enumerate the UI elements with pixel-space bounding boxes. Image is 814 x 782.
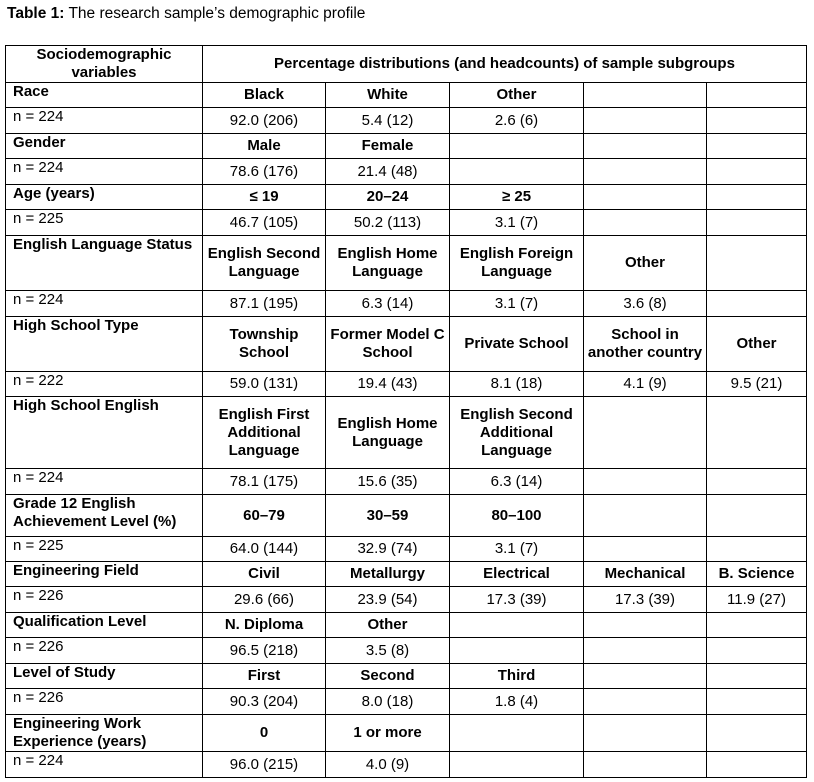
subgroup-header (450, 134, 584, 159)
subgroup-value (450, 159, 584, 185)
subgroup-header (584, 715, 707, 752)
subgroup-header (707, 185, 807, 210)
subgroup-value: 90.3 (204) (203, 689, 326, 715)
subgroup-header: 80–100 (450, 495, 584, 537)
subgroup-header: School in another country (584, 317, 707, 372)
subgroup-header: 0 (203, 715, 326, 752)
variable-value-row (6, 689, 807, 715)
subgroup-header: N. Diploma (203, 613, 326, 638)
subgroup-value (450, 752, 584, 778)
subgroup-header: Second (326, 664, 450, 689)
subgroup-value: 5.4 (12) (326, 108, 450, 134)
subgroup-value: 64.0 (144) (203, 537, 326, 562)
variable-header-row (6, 495, 807, 537)
variable-label: Gender (6, 134, 203, 159)
subgroup-header: Black (203, 83, 326, 108)
subgroup-header: White (326, 83, 450, 108)
sample-size: n = 224 (6, 469, 203, 495)
subgroup-value (584, 210, 707, 236)
subgroup-value: 17.3 (39) (450, 587, 584, 613)
variable-value-row (6, 638, 807, 664)
subgroup-header (584, 185, 707, 210)
variable-value-row (6, 752, 807, 778)
variable-value-row (6, 210, 807, 236)
sample-size: n = 224 (6, 291, 203, 317)
subgroup-value (707, 159, 807, 185)
subgroup-value: 59.0 (131) (203, 372, 326, 397)
subgroup-header: ≤ 19 (203, 185, 326, 210)
subgroup-value (584, 752, 707, 778)
subgroup-value (707, 689, 807, 715)
subgroup-header: Township School (203, 317, 326, 372)
subgroup-value: 50.2 (113) (326, 210, 450, 236)
sample-size: n = 226 (6, 689, 203, 715)
variable-value-row (6, 159, 807, 185)
subgroup-header (707, 664, 807, 689)
subgroup-header (707, 83, 807, 108)
subgroup-value: 4.1 (9) (584, 372, 707, 397)
subgroup-header: Mechanical (584, 562, 707, 587)
variable-header-row (6, 613, 807, 638)
sample-size: n = 224 (6, 108, 203, 134)
variable-value-row (6, 469, 807, 495)
subgroup-header: Private School (450, 317, 584, 372)
variable-value-row (6, 291, 807, 317)
subgroup-value: 3.5 (8) (326, 638, 450, 664)
variable-value-row (6, 587, 807, 613)
subgroup-header: Other (450, 83, 584, 108)
subgroup-value: 92.0 (206) (203, 108, 326, 134)
subgroup-value (584, 638, 707, 664)
variable-label: Level of Study (6, 664, 203, 689)
sample-size: n = 225 (6, 210, 203, 236)
variable-label: Qualification Level (6, 613, 203, 638)
variable-header-row (6, 562, 807, 587)
variable-header-row (6, 236, 807, 291)
variable-header-row (6, 397, 807, 469)
subgroup-value (584, 537, 707, 562)
subgroup-header: Civil (203, 562, 326, 587)
subgroup-value (450, 638, 584, 664)
variable-label: Race (6, 83, 203, 108)
variable-value-row (6, 372, 807, 397)
subgroup-value: 19.4 (43) (326, 372, 450, 397)
subgroup-value: 96.5 (218) (203, 638, 326, 664)
variable-label: Grade 12 English Achievement Level (%) (6, 495, 203, 537)
subgroup-header: Electrical (450, 562, 584, 587)
subgroup-value: 6.3 (14) (326, 291, 450, 317)
subgroup-header: 1 or more (326, 715, 450, 752)
subgroup-value (707, 638, 807, 664)
subgroup-value: 29.6 (66) (203, 587, 326, 613)
subgroup-value (707, 752, 807, 778)
subgroup-header: English First Additional Language (203, 397, 326, 469)
subgroup-header (584, 83, 707, 108)
subgroup-value (584, 469, 707, 495)
subgroup-header: English Home Language (326, 236, 450, 291)
subgroup-value: 87.1 (195) (203, 291, 326, 317)
subgroup-value: 3.6 (8) (584, 291, 707, 317)
variable-value-row (6, 108, 807, 134)
subgroup-header (707, 495, 807, 537)
subgroup-value: 3.1 (7) (450, 210, 584, 236)
subgroup-header (450, 613, 584, 638)
variable-label: Engineering Work Experience (years) (6, 715, 203, 752)
subgroup-value (707, 469, 807, 495)
subgroup-value: 96.0 (215) (203, 752, 326, 778)
subgroup-header: Third (450, 664, 584, 689)
subgroup-value: 9.5 (21) (707, 372, 807, 397)
variable-header-row (6, 664, 807, 689)
sample-size: n = 224 (6, 752, 203, 778)
subgroup-value (707, 210, 807, 236)
variable-label: Age (years) (6, 185, 203, 210)
subgroup-value: 21.4 (48) (326, 159, 450, 185)
subgroup-header: Other (326, 613, 450, 638)
sample-size: n = 222 (6, 372, 203, 397)
variable-header-row (6, 83, 807, 108)
subgroup-value: 4.0 (9) (326, 752, 450, 778)
subgroup-header: 20–24 (326, 185, 450, 210)
sample-size: n = 224 (6, 159, 203, 185)
subgroup-value: 3.1 (7) (450, 537, 584, 562)
variable-header-row (6, 185, 807, 210)
subgroup-value: 11.9 (27) (707, 587, 807, 613)
subgroup-value: 8.1 (18) (450, 372, 584, 397)
subgroup-value (707, 537, 807, 562)
demographic-table (5, 45, 807, 778)
sample-size: n = 226 (6, 587, 203, 613)
subgroup-header: English Second Language (203, 236, 326, 291)
subgroup-header (707, 613, 807, 638)
subgroup-value: 32.9 (74) (326, 537, 450, 562)
subgroup-value: 78.6 (176) (203, 159, 326, 185)
caption-text: The research sample’s demographic profile (64, 5, 366, 22)
subgroup-value: 23.9 (54) (326, 587, 450, 613)
variable-header-row (6, 715, 807, 752)
variable-label: Engineering Field (6, 562, 203, 587)
subgroup-value (584, 689, 707, 715)
subgroup-header (450, 715, 584, 752)
subgroup-value (707, 291, 807, 317)
subgroup-header: Female (326, 134, 450, 159)
subgroup-value: 46.7 (105) (203, 210, 326, 236)
header-variables: Sociodemographic variables (6, 46, 203, 83)
subgroup-header: Male (203, 134, 326, 159)
subgroup-header (584, 664, 707, 689)
subgroup-header (707, 134, 807, 159)
header-distributions: Percentage distributions (and headcounts) of sample subgroups (203, 46, 807, 83)
variable-header-row (6, 317, 807, 372)
subgroup-header: B. Science (707, 562, 807, 587)
subgroup-header: First (203, 664, 326, 689)
caption-label: Table 1: (7, 5, 65, 22)
subgroup-header (584, 134, 707, 159)
subgroup-header: 60–79 (203, 495, 326, 537)
subgroup-header (707, 715, 807, 752)
subgroup-header: Metallurgy (326, 562, 450, 587)
subgroup-header: English Foreign Language (450, 236, 584, 291)
subgroup-value (584, 108, 707, 134)
variable-label: High School English (6, 397, 203, 469)
subgroup-header (584, 397, 707, 469)
subgroup-value: 2.6 (6) (450, 108, 584, 134)
subgroup-value: 15.6 (35) (326, 469, 450, 495)
subgroup-header: 30–59 (326, 495, 450, 537)
subgroup-header (707, 397, 807, 469)
subgroup-header: Other (584, 236, 707, 291)
sample-size: n = 226 (6, 638, 203, 664)
subgroup-value: 1.8 (4) (450, 689, 584, 715)
subgroup-header (707, 236, 807, 291)
subgroup-value: 3.1 (7) (450, 291, 584, 317)
subgroup-header: ≥ 25 (450, 185, 584, 210)
subgroup-header (584, 613, 707, 638)
variable-header-row (6, 134, 807, 159)
subgroup-value: 8.0 (18) (326, 689, 450, 715)
variable-value-row (6, 537, 807, 562)
subgroup-value (707, 108, 807, 134)
subgroup-value (584, 159, 707, 185)
sample-size: n = 225 (6, 537, 203, 562)
subgroup-header: Other (707, 317, 807, 372)
subgroup-value: 78.1 (175) (203, 469, 326, 495)
table-header-row (6, 46, 807, 83)
table-caption (7, 5, 365, 23)
variable-label: English Language Status (6, 236, 203, 291)
subgroup-value: 17.3 (39) (584, 587, 707, 613)
subgroup-header: Former Model C School (326, 317, 450, 372)
subgroup-header: English Second Additional Language (450, 397, 584, 469)
subgroup-value: 6.3 (14) (450, 469, 584, 495)
subgroup-header (584, 495, 707, 537)
variable-label: High School Type (6, 317, 203, 372)
subgroup-header: English Home Language (326, 397, 450, 469)
